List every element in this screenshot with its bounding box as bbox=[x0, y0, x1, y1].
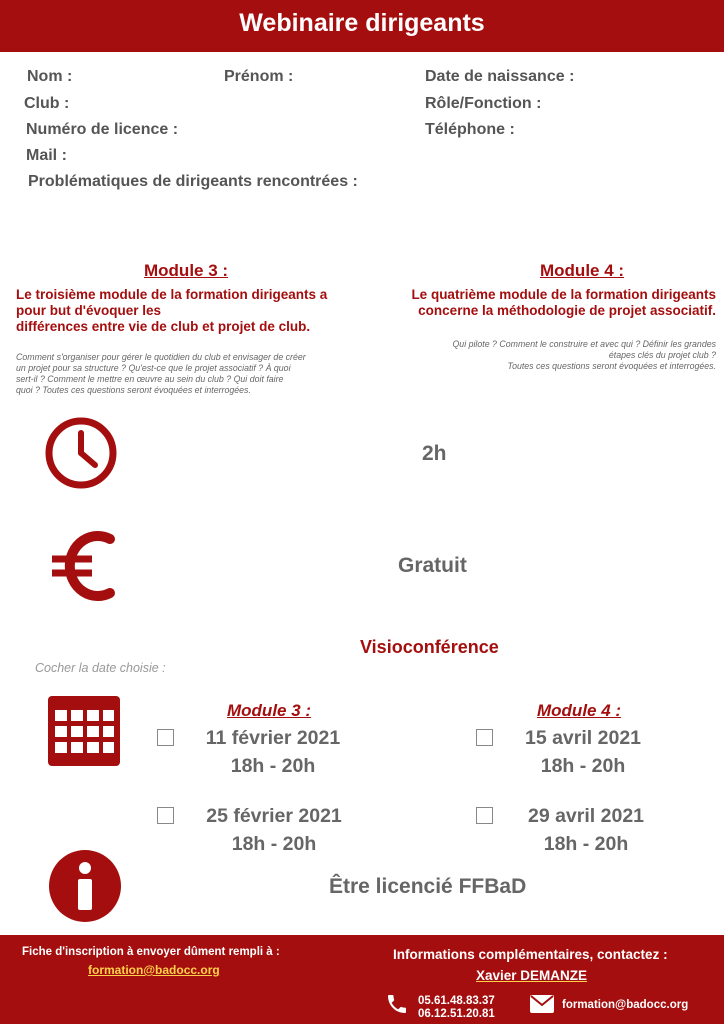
clock-icon bbox=[44, 416, 118, 490]
checkbox-m3-date1[interactable] bbox=[157, 729, 174, 746]
calendar-icon bbox=[46, 694, 122, 768]
module3-title: Module 3 : bbox=[144, 261, 229, 280]
module3-description bbox=[16, 287, 366, 335]
info-icon bbox=[48, 849, 122, 923]
m3-date2-time: 18h - 20h bbox=[231, 833, 317, 855]
module3-questions bbox=[16, 352, 366, 396]
header-banner bbox=[0, 0, 724, 52]
module4-desc-line: Le quatrième module de la formation dirigeants bbox=[411, 287, 716, 302]
footer-info-text: Informations complémentaires, contactez : bbox=[393, 947, 668, 962]
module3-question-line: Comment s'organiser pour gérer le quotidien du club et envisager de créer bbox=[16, 352, 306, 362]
dates-module4-title: Module 4 : bbox=[537, 701, 622, 720]
module4-questions bbox=[390, 339, 716, 372]
field-licence: Numéro de licence : bbox=[26, 121, 179, 138]
duration-value: 2h bbox=[422, 442, 447, 465]
phone-icon bbox=[385, 992, 409, 1016]
footer-contact-email[interactable]: formation@badocc.org bbox=[562, 999, 689, 1011]
footer bbox=[0, 935, 724, 1024]
module3-question-line: un projet pour sa structure ? Qu'est-ce que le projet associatif ? À quoi bbox=[16, 363, 291, 373]
module3-desc-line: différences entre vie de club et projet de club. bbox=[16, 319, 311, 334]
checkbox-m4-date2[interactable] bbox=[476, 807, 493, 824]
field-problematiques: Problématiques de dirigeants rencontrées : bbox=[28, 173, 358, 190]
footer-phone1[interactable]: 05.61.48.83.37 bbox=[418, 995, 495, 1007]
footer-send-email[interactable]: formation@badocc.org bbox=[88, 963, 220, 977]
module4-desc-line: concerne la méthodologie de projet associatif. bbox=[418, 303, 716, 318]
module3-question-line: quoi ? Toutes ces questions seront évoquées et interrogées. bbox=[16, 385, 251, 395]
m4-date1-date: 15 avril 2021 bbox=[524, 727, 642, 749]
page-title: Webinaire dirigeants bbox=[239, 9, 485, 37]
footer-phones bbox=[418, 995, 495, 1021]
footer-send-text: Fiche d'inscription à envoyer dûment rempli à : bbox=[22, 946, 280, 958]
module3-desc-line: Le troisième module de la formation dirigeants a bbox=[16, 287, 328, 302]
field-date-naissance: Date de naissance : bbox=[425, 68, 575, 85]
field-nom: Nom : bbox=[27, 68, 73, 85]
module3-question-line: sert-il ? Comment le mettre en œuvre au sein du club ? Qui doit faire bbox=[16, 374, 284, 384]
field-telephone: Téléphone : bbox=[425, 121, 515, 138]
mail-icon bbox=[530, 995, 554, 1013]
field-club: Club : bbox=[24, 95, 70, 112]
module4-description bbox=[374, 287, 716, 319]
m4-date2-date: 29 avril 2021 bbox=[527, 805, 645, 827]
module4-question-line: Toutes ces questions seront évoquées et interrogées. bbox=[507, 361, 716, 371]
field-mail: Mail : bbox=[26, 147, 67, 164]
m4-date1-time: 18h - 20h bbox=[540, 755, 626, 777]
checkbox-m4-date1[interactable] bbox=[476, 729, 493, 746]
euro-icon bbox=[48, 527, 120, 605]
requirement-text: Être licencié FFBaD bbox=[329, 875, 527, 898]
m3-date1-date: 11 février 2021 bbox=[205, 727, 341, 749]
dates-module3-title: Module 3 : bbox=[227, 701, 312, 720]
format-visioconference: Visioconférence bbox=[360, 637, 499, 657]
footer-contact-name: Xavier DEMANZE bbox=[476, 968, 588, 983]
m3-date1-time: 18h - 20h bbox=[230, 755, 316, 777]
m4-date2-time: 18h - 20h bbox=[543, 833, 629, 855]
module4-question-line: étapes clés du projet club ? bbox=[608, 350, 716, 360]
checkbox-m3-date2[interactable] bbox=[157, 807, 174, 824]
module3-desc-line: pour but d'évoquer les bbox=[16, 303, 161, 318]
field-role: Rôle/Fonction : bbox=[425, 95, 542, 112]
module4-title: Module 4 : bbox=[540, 261, 625, 280]
choose-date-label: Cocher la date choisie : bbox=[35, 661, 166, 675]
price-value: Gratuit bbox=[398, 554, 467, 577]
footer-phone2[interactable]: 06.12.51.20.81 bbox=[418, 1008, 495, 1020]
module4-question-line: Qui pilote ? Comment le construire et avec qui ? Définir les grandes bbox=[452, 339, 716, 349]
field-prenom: Prénom : bbox=[224, 68, 294, 85]
m3-date2-date: 25 février 2021 bbox=[206, 805, 342, 827]
